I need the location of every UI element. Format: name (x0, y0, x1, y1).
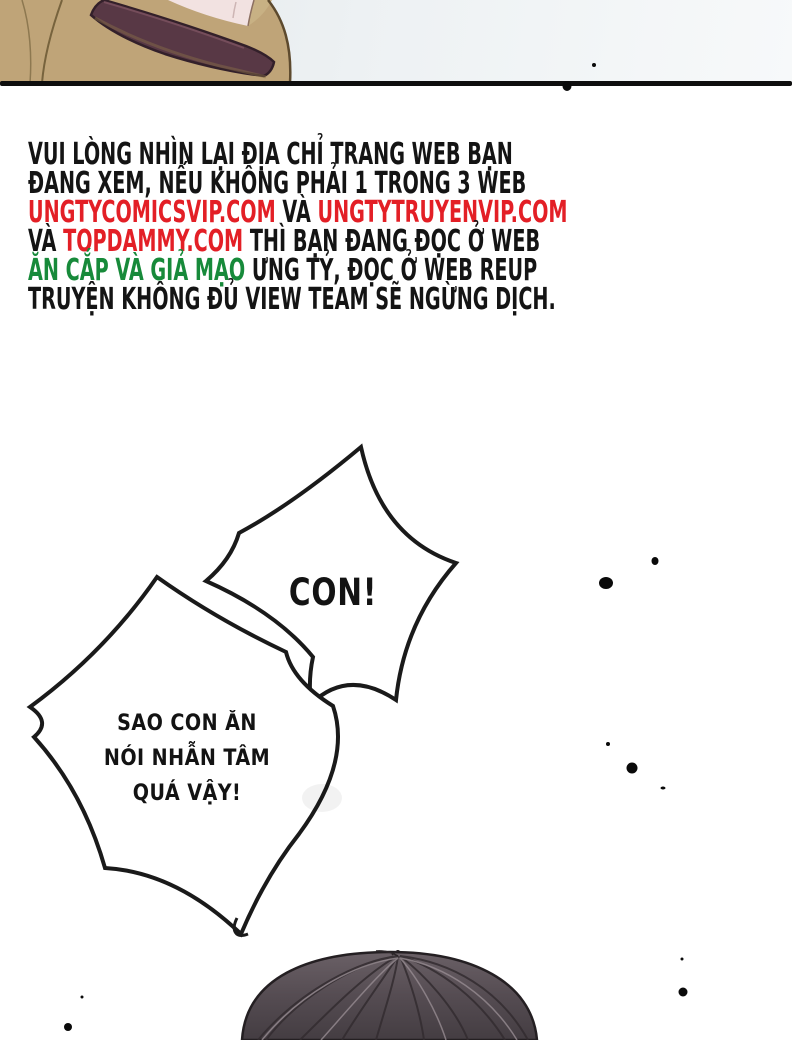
warning-line-6 (28, 282, 556, 317)
warning-text: TRUYỆN KHÔNG ĐỦ VIEW TEAM SẼ NGỪNG DỊCH. (28, 282, 556, 317)
anti-piracy-warning (28, 137, 568, 317)
ink-dot (681, 958, 684, 961)
warning-text: THÌ BẠN ĐANG ĐỌC Ở WEB (243, 224, 541, 259)
ink-dot (592, 63, 596, 67)
panel-border-line (0, 81, 792, 86)
website-url: UNGTYTRUYENVIP.COM (317, 195, 568, 230)
ink-dot (81, 996, 84, 999)
ink-dot (606, 742, 610, 746)
shout-2-line: QUÁ VẬY! (132, 781, 242, 806)
website-url: UNGTYCOMICSVIP.COM (28, 195, 276, 230)
smudge (302, 784, 342, 812)
ink-dot (64, 1023, 72, 1031)
character-shoulder-art (0, 0, 792, 83)
shout-1-label: CON! (288, 571, 378, 614)
website-url: TOPDAMMY.COM (63, 224, 244, 259)
warning-line-3 (28, 195, 568, 230)
warning-text: ƯNG TỶ, ĐỌC Ở WEB REUP (245, 253, 538, 288)
shout-1-text (273, 571, 393, 614)
warning-line-5 (28, 253, 540, 288)
character-head-art (0, 950, 792, 1040)
speech-bubbles (0, 430, 792, 950)
shout-2-line: NÓI NHẪN TÂM (103, 746, 271, 771)
warning-text: VÀ (28, 224, 64, 259)
ink-dot (679, 988, 688, 997)
bottom-art-panel (0, 950, 792, 1040)
ink-dot (563, 81, 572, 91)
ink-dot (599, 577, 613, 589)
warning-line-4 (28, 224, 541, 259)
warning-line-1 (28, 137, 540, 172)
warning-line-2 (28, 166, 540, 201)
ink-dot (661, 787, 666, 790)
warning-text: VUI LÒNG NHÌN LẠI ĐỊA CHỈ TRANG WEB BẠN (28, 137, 513, 172)
warning-text: ĐANG XEM, NẾU KHÔNG PHẢI 1 TRONG 3 WEB (28, 166, 527, 201)
top-art-panel (0, 0, 792, 83)
ink-dot (627, 763, 638, 774)
warning-text: VÀ (275, 195, 318, 230)
warning-text-green: ĂN CẮP VÀ GIẢ MẠO (28, 253, 246, 288)
shout-2-text (100, 706, 274, 811)
shout-2-line: SAO CON ĂN (117, 711, 257, 736)
ink-dot (652, 557, 659, 565)
